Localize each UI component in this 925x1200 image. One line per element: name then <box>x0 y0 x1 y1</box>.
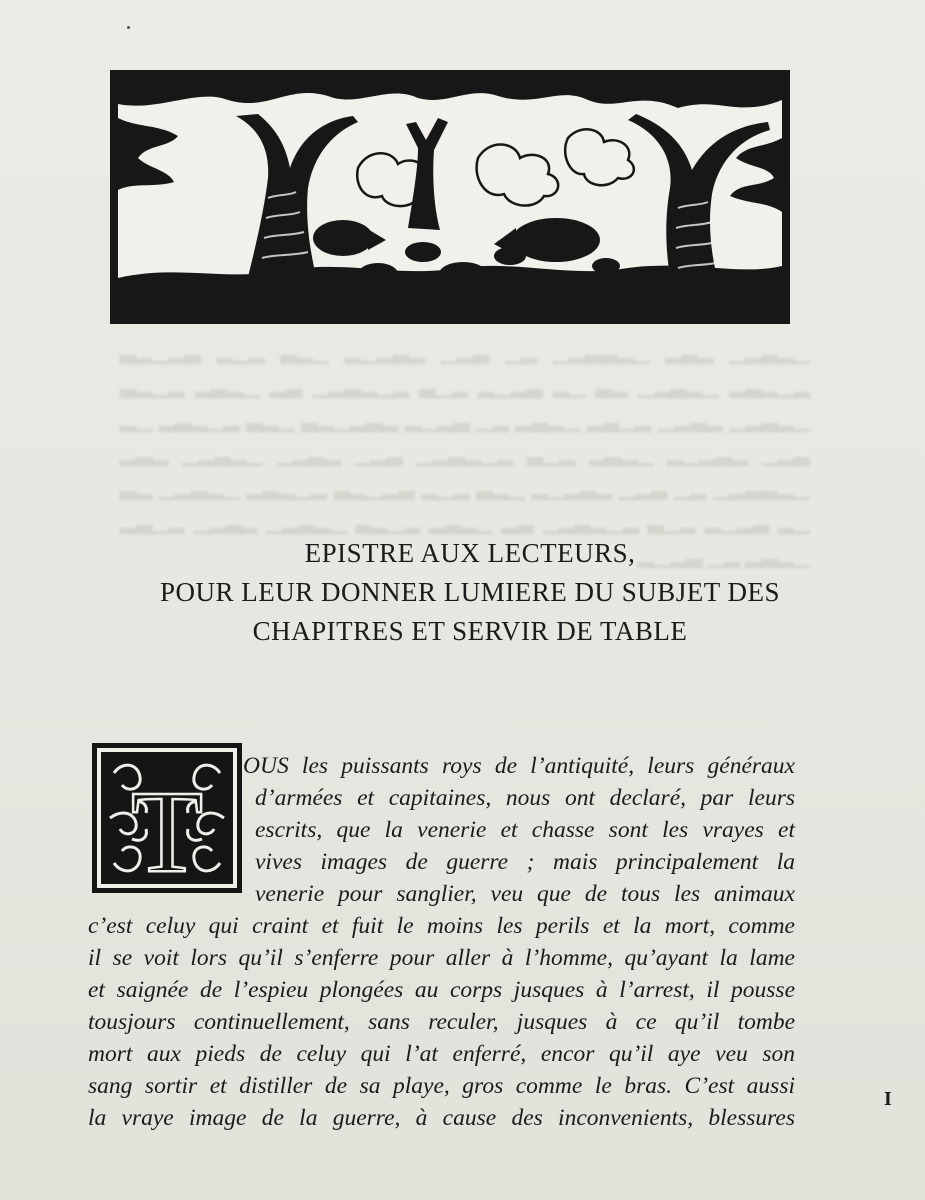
drop-cap-letter: T <box>130 766 204 893</box>
body-line-11: sang sortir et distiller de sa playe, gros comme le bras. C’est aussi <box>88 1073 795 1099</box>
body-line-2: d’armées et capitaines, nous ont declaré, par leurs <box>255 785 795 811</box>
body-line-7: il se voit lors qu’il s’enferre pour aller à l’homme, qu’ayant la lame <box>88 945 795 971</box>
forest-boar-scene <box>118 78 782 316</box>
body-line-12: la vraye image de la guerre, à cause des inconvenients, blessures <box>88 1105 795 1131</box>
drop-cap-ornament <box>92 743 242 893</box>
paper-speck <box>127 26 130 29</box>
body-line-3: escrits, que la venerie et chasse sont les vrayes et <box>255 817 795 843</box>
body-line-4: vives images de guerre ; mais principalement la <box>255 849 795 875</box>
body-line-10: mort aux pieds de celuy qui l’at enferré, encor qu’il aye veu son <box>88 1041 795 1067</box>
title-line-1: EPISTRE AUX LECTEURS, <box>304 538 636 568</box>
body-line-6: c’est celuy qui craint et fuit le moins les perils et la mort, comme <box>88 913 795 939</box>
woodcut-illustration-boar-hunt <box>110 70 790 324</box>
page-number: I <box>884 1088 892 1110</box>
body-line-5: venerie pour sanglier, veu que de tous les animaux <box>255 881 795 907</box>
body-line-9: tousjours continuellement, sans reculer, jusques à ce qu’il tombe <box>88 1009 795 1035</box>
body-line-8: et saignée de l’espieu plongées au corps jusques à l’arrest, il pousse <box>88 977 795 1003</box>
title-line-3: CHAPITRES ET SERVIR DE TABLE <box>252 616 688 646</box>
body-line-1: OUS les puissants roys de l’antiquité, leurs généraux <box>243 753 795 779</box>
foliage-initial-frame <box>92 743 242 893</box>
show-through-text: ​▁▂▃▂▁ ▂▃▂ ▁▂▃▃▂▁ ▂▁ ▃▂▁ ▂▃▂▁▂ ▁▂▃ ▂▁▂ ▃▂▁▂▃ ▂▁▂▃▂ ▁▂▃▂▁ ▂▃ ▁▂ ▃▂▁▂ ▂▁▃ ▂▁▂▃▂▁ ▃▂ ▁▂▃▂ ▂▁▂▃ ▁▂▃▂▁ ▂▃▂▁ ▂▁▃▂ ▁▂▃▂ ▂▁ ▃▂▁▂ ▂▃▂▁▂▃ ▁▂▃ ▂▁▂▃▂ ▁▂ ▃▂▁ ▂▃▂▁▂ ▁▂▃▂ ▂▁▃ ▂▁▂▃▂▁ ▃▂▁ ▂▃▂▁ ▁▂▃▂▁ ▂▃▂ ▁▂▃▃▂▁ ▂▁ ▃▂▁ ▂▃▂▁▂ ▁▂▃ ▂▁▂ ▃▂▁▂▃ ▂▁▂▃▂ ▁▂▃▂▁ ▂▃ ▁▂ ▃▂▁▂ ▂▁▃ ▂▁▂▃▂▁ ▃▂ ▁▂▃▂ ▂▁▂▃ ▁▂▃▂▁ ▂▃▂▁ ▂▁▃▂ ▁▂▃▂ ▂▁ ▃▂▁▂ <box>120 340 810 568</box>
title-line-2: POUR LEUR DONNER LUMIERE DU SUBJET DES <box>159 577 781 607</box>
